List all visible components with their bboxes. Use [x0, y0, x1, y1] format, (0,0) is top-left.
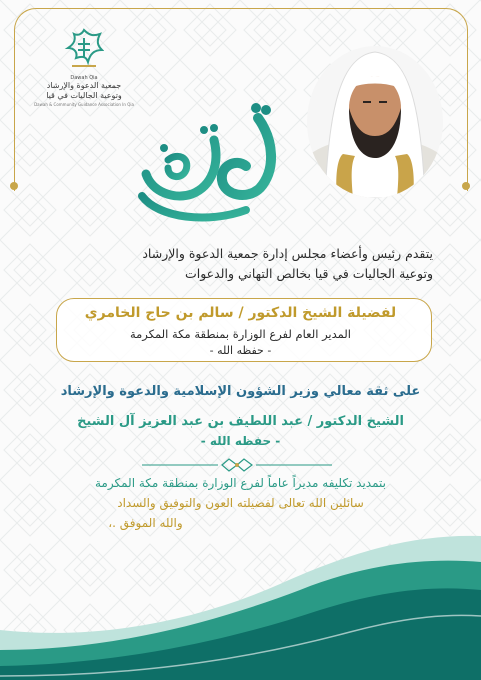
honoree-blessing: - حفظه الله -: [209, 344, 272, 357]
tahnia-calligraphy: [128, 100, 288, 240]
bottom-wave-decoration: [0, 500, 481, 680]
logo-name-ar-line2: وتوعية الجاليات في قيا: [46, 91, 122, 100]
logo-emblem-icon: [64, 28, 104, 70]
minister-name: الشيخ الدكتور / عبد اللطيف بن عبد العزيز آل الشيخ: [77, 414, 404, 429]
closing-line-2: سائلين الله تعالى لفضيلته العون والتوفيق والسداد: [117, 496, 364, 510]
minister-trust-line: على ثقة معالي وزير الشؤون الإسلامية والدعوة والإرشاد: [60, 384, 421, 399]
logo-tagline: Dawah & Community Guidance Association In Qia: [34, 102, 134, 107]
minister-blessing: - حفظه الله -: [200, 434, 281, 448]
frame-dot-left: [10, 182, 18, 190]
sheikh-portrait: [307, 46, 443, 198]
frame-dot-right: [462, 182, 470, 190]
closing-line-1: بتمديد تكليفه مديراً عاماً لفرع الوزارة بمنطقة مكة المكرمة: [94, 476, 387, 490]
closing-line-3: والله الموفق .،: [108, 516, 183, 530]
tahnia-text: تهنئة: [188, 232, 190, 233]
logo-name-en: Dawah Qia: [70, 75, 98, 81]
honoree-name: لفضيلة الشيخ الدكتور / سالم بن حاج الخامري: [84, 305, 397, 321]
intro-line-1: يتقدم رئيس وأعضاء مجلس إدارة جمعية الدعوة والإرشاد: [142, 246, 433, 261]
intro-line-2: وتوعية الجاليات في قيا بخالص التهاني والدعوات: [184, 266, 433, 281]
association-logo: [34, 28, 134, 107]
ornament-divider: [142, 458, 332, 472]
honoree-title: المدير العام لفرع الوزارة بمنطقة مكة المكرمة: [129, 327, 351, 341]
logo-name-ar-line1: جمعية الدعوة والإرشاد: [46, 81, 122, 90]
